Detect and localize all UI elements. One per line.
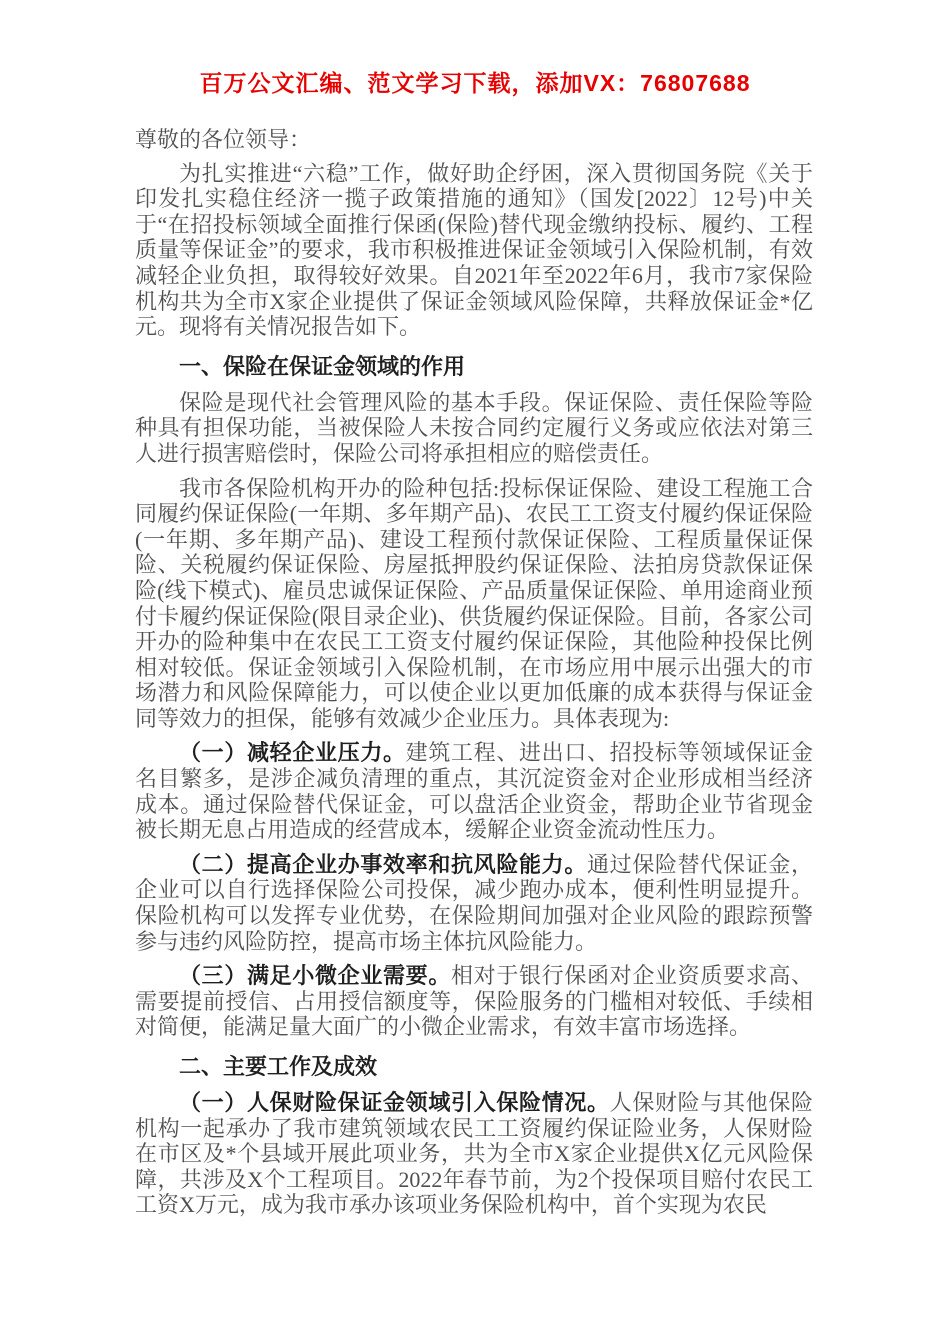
paragraph-point-2 — [135, 852, 813, 954]
paragraph-point-3-text: 相对于银行保函对企业资质要求高、需要提前授信、占用授信额度等，保险服务的门槛相对较低、手续相对简便，能满足量大面广的小微企业需求，有效丰富市场选择。 — [135, 963, 813, 1040]
section-heading-2: 二、主要工作及成效 — [179, 1054, 378, 1079]
paragraph-picc-lead: （一）人保财险保证金领域引入保险情况。 — [179, 1090, 610, 1115]
paragraph-point-2-text: 通过保险替代保证金，企业可以自行选择保险公司投保，减少跑办成本，便利性明显提升。保险机构可以发挥专业优势，在保险期间加强对企业风险的跟踪预警参与违约风险防控，提高市场主体抗风险能力。 — [135, 851, 813, 954]
paragraph-point-3-lead: （三）满足小微企业需要。 — [179, 963, 451, 989]
paragraph-intro: 为扎实推进“六稳”工作，做好助企纾困，深入贯彻国务院《关于印发扎实稳住经济一揽子政策措施的通知》（国发[2022〕12号)中关于“在招投标领域全面推行保函(保险)替代现金缴纳投标、履约、工程质量等保证金”的要求，我市积极推进保证金领域引入保险机制，有效减轻企业负担，取得较好效果。自2021年至2022年6月，我市7家保险机构共为全市X家企业提供了保证金领域风险保障，共释放保证金*亿元。现将有关情况报告如下。 — [135, 160, 813, 340]
paragraph-point-1 — [135, 740, 813, 842]
paragraph-picc — [135, 1090, 813, 1218]
document-body — [135, 127, 813, 1227]
paragraph-insurance-role: 保险是现代社会管理风险的基本手段。保证保险、责任保险等险种具有担保功能，当被保险人未按合同约定履行义务或应依法对第三人进行损害赔偿时，保险公司将承担相应的赔偿责任。 — [135, 389, 813, 466]
salutation: 尊敬的各位领导： — [135, 127, 312, 152]
paragraph-point-1-lead: （一）减轻企业压力。 — [179, 740, 406, 766]
paragraph-point-1-text: 建筑工程、进出口、招投标等领域保证金名目繁多，是涉企减负清理的重点，其沉淀资金对企业形成相当经济成本。通过保险替代保证金，可以盘活企业资金，帮助企业节省现金被长期无息占用造成的经营成本，缓解企业资金流动性压力。 — [135, 740, 813, 843]
section-heading-1: 一、保险在保证金领域的作用 — [179, 353, 466, 379]
paragraph-point-2-lead: （二）提高企业办事效率和抗风险能力。 — [179, 851, 587, 877]
paragraph-insurance-types: 我市各保险机构开办的险种包括:投标保证保险、建设工程施工合同履约保证保险(一年期、多年期产品)、农民工工资支付履约保证保险(一年期、多年期产品)、建设工程预付款保证保险、工程质量保证保险、关税履约保证保险、房屋抵押股约保证保险、法拍房贷款保证保险(线下模式)、雇员忠诚保证保险、产品质量保证保险、单用途商业预付卡履约保证保险(限目录企业)、供货履约保证保险。目前，各家公司开办的险种集中在农民工工资支付履约保证保险，其他险种投保比例相对较低。保证金领域引入保险机制，在市场应用中展示出强大的市场潜力和风险保障能力，可以使企业以更加低廉的成本获得与保证金同等效力的担保，能够有效减少企业压力。具体表现为: — [135, 475, 813, 731]
paragraph-picc-text: 人保财险与其他保险机构一起承办了我市建筑领域农民工工资履约保证险业务，人保财险在市区及*个县域开展此项业务，共为全市X家企业提供X亿元风险保障，共涉及X个工程项目。2022年春节前，为2个投保项目赔付农民工工资X万元，成为我市承办该项业务保险机构中，首个实现为农民 — [135, 1090, 813, 1218]
paragraph-point-3 — [135, 963, 813, 1040]
header-notice: 百万公文汇编、范文学习下载，添加VX：76807688 — [199, 70, 751, 96]
